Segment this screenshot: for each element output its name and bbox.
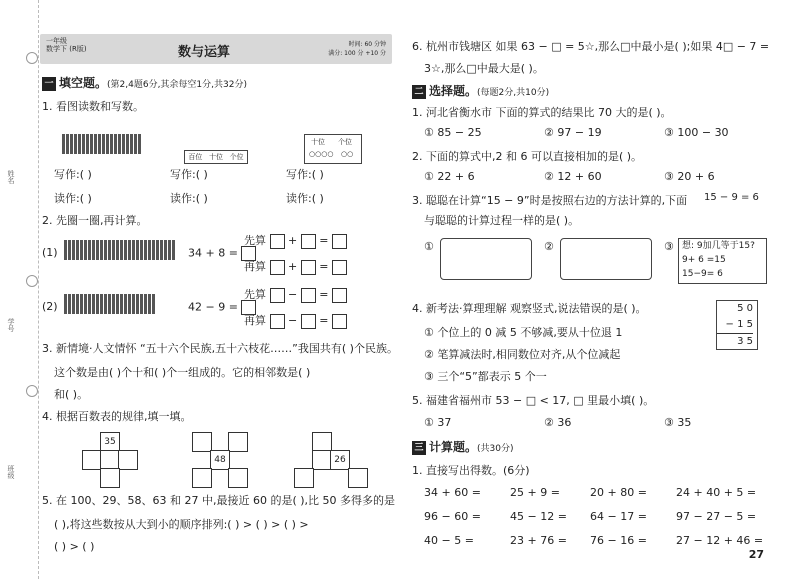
calc-item[interactable]: 24 + 40 + 5 = xyxy=(676,486,757,499)
choice-option[interactable]: ③ 20 + 6 xyxy=(664,170,715,183)
read-answer[interactable]: 读作:( ) xyxy=(170,192,208,205)
place-label: 十位 xyxy=(311,138,325,146)
stick-option-figure xyxy=(560,238,652,280)
question-4: 4. 根据百数表的规律,填一填。 xyxy=(42,410,192,423)
calc-item[interactable]: 20 + 80 = xyxy=(590,486,647,499)
choice-option[interactable]: ③ xyxy=(664,240,674,253)
abacus-label: 百位 xyxy=(188,153,203,161)
step-label: 先算 xyxy=(244,288,266,301)
choice-option[interactable]: ① 37 xyxy=(424,416,452,429)
choice-4: 4. 新考法·算理理解 观察竖式,说法错误的是( )。 xyxy=(412,302,647,315)
page-title: 数与运算 xyxy=(178,45,231,60)
answer-box[interactable] xyxy=(301,234,316,249)
think-box xyxy=(678,238,767,284)
grade-label: 一年级 xyxy=(46,37,67,45)
class-label: 班级 xyxy=(7,465,15,479)
section-fill-blank xyxy=(42,74,247,91)
answer-box[interactable] xyxy=(301,314,316,329)
worksheet-header xyxy=(40,34,392,64)
vertical-row: 3 5 xyxy=(737,336,753,347)
step-then: 再算 − = xyxy=(244,312,347,329)
choice-option[interactable]: ① 个位上的 0 减 5 不够减,要从十位退 1 xyxy=(424,326,623,339)
chart-cell: 35 xyxy=(100,432,120,452)
choice-3-line-2: 与聪聪的计算过程一样的是( )。 xyxy=(424,214,580,227)
vertical-row: − 1 5 xyxy=(717,317,753,334)
write-answer[interactable]: 写作:( ) xyxy=(170,168,208,181)
choice-option[interactable]: ① 22 + 6 xyxy=(424,170,475,183)
stick-bundle-figure xyxy=(64,294,156,314)
section-choice xyxy=(412,82,549,99)
question-2: 2. 先圈一圈,再计算。 xyxy=(42,214,148,227)
calc-item[interactable]: 23 + 76 = xyxy=(510,534,567,547)
binding-margin xyxy=(0,0,39,579)
question-5-line-2: ( ),将这些数按从大到小的顺序排列:( ) > ( ) > ( ) > xyxy=(54,518,309,531)
answer-box[interactable] xyxy=(270,314,285,329)
section-badge: 三 xyxy=(412,441,426,455)
abacus-label: 十位 xyxy=(208,153,223,161)
expression-text: 34 + 8 = xyxy=(188,246,238,260)
read-answer[interactable]: 读作:( ) xyxy=(286,192,324,205)
place-label: 个位 xyxy=(338,138,352,146)
abacus-label: 个位 xyxy=(229,153,244,161)
section-badge: 一 xyxy=(42,77,56,91)
answer-box[interactable] xyxy=(332,314,347,329)
section-note: (共30分) xyxy=(477,444,514,454)
section-calculation xyxy=(412,438,514,455)
answer-box[interactable] xyxy=(301,260,316,275)
think-text: 想: 9加几等于15? xyxy=(682,241,755,251)
write-answer[interactable]: 写作:( ) xyxy=(286,168,324,181)
choice-option[interactable]: ② xyxy=(544,240,554,253)
choice-option[interactable]: ① 85 − 25 xyxy=(424,126,482,139)
name-label: 姓名 xyxy=(7,170,15,184)
question-1: 1. 看图读数和写数。 xyxy=(42,100,144,113)
answer-box[interactable] xyxy=(332,234,347,249)
step-label: 再算 xyxy=(244,260,266,273)
choice-option[interactable]: ③ 100 − 30 xyxy=(664,126,729,139)
punch-hole xyxy=(26,275,38,287)
section-title: 计算题。 xyxy=(429,440,478,454)
calc-item[interactable]: 34 + 60 = xyxy=(424,486,481,499)
write-answer[interactable]: 写作:( ) xyxy=(54,168,92,181)
answer-box[interactable] xyxy=(270,288,285,303)
question-5-line-3: ( ) > ( ) xyxy=(54,540,95,553)
calc-item[interactable]: 64 − 17 = xyxy=(590,510,647,523)
punch-hole xyxy=(26,385,38,397)
question-3-line-3: 和( )。 xyxy=(54,388,89,401)
section-title: 填空题。 xyxy=(59,76,108,90)
question-6-line-2: 3☆,那么□中最大是( )。 xyxy=(424,62,544,75)
choice-2: 2. 下面的算式中,2 和 6 可以直接相加的是( )。 xyxy=(412,150,643,163)
calc-item[interactable]: 45 − 12 = xyxy=(510,510,567,523)
question-6: 6. 杭州市钱塘区 如果 63 − □ = 5☆,那么□中最小是( );如果 4□ − 7 = xyxy=(412,40,770,53)
think-step: 9+ 6 =15 xyxy=(682,255,726,265)
page-number: 27 xyxy=(748,548,764,561)
step-label: 再算 xyxy=(244,314,266,327)
section-title: 选择题。 xyxy=(429,84,478,98)
choice-5: 5. 福建省福州市 53 − □ < 17, □ 里最小填( )。 xyxy=(412,394,655,407)
calc-question-1: 1. 直接写出得数。(6分) xyxy=(412,464,530,477)
calc-method: 15 − 9 = 6 xyxy=(704,192,759,203)
question-3-line-2: 这个数是由( )个十和( )个一组成的。它的相邻数是( ) xyxy=(54,366,311,379)
answer-box[interactable] xyxy=(270,234,285,249)
right-column xyxy=(410,34,790,574)
answer-box[interactable] xyxy=(332,288,347,303)
think-step: 15−9= 6 xyxy=(682,269,723,279)
choice-option[interactable]: ② 36 xyxy=(544,416,572,429)
step-first: 先算 + = xyxy=(244,232,347,249)
choice-option[interactable]: ② 12 + 60 xyxy=(544,170,602,183)
place-value-table: 十位 个位 ○○○○ ○○ xyxy=(304,134,362,164)
calc-item[interactable]: 96 − 60 = xyxy=(424,510,481,523)
calc-item[interactable]: 40 − 5 = xyxy=(424,534,474,547)
number-label: 学号 xyxy=(7,318,15,332)
answer-box[interactable] xyxy=(270,260,285,275)
choice-option[interactable]: ② 笔算减法时,相同数位对齐,从个位减起 xyxy=(424,348,621,361)
calc-item[interactable]: 27 − 12 + 46 = xyxy=(676,534,764,547)
vertical-subtraction xyxy=(716,300,758,350)
answer-box[interactable] xyxy=(301,288,316,303)
punch-hole xyxy=(26,52,38,64)
choice-1: 1. 河北省衡水市 下面的算式的结果比 70 大的是( )。 xyxy=(412,106,672,119)
time-label: 时间: 60 分钟 xyxy=(348,41,386,48)
step-then: 再算 + = xyxy=(244,258,347,275)
step-first: 先算 − = xyxy=(244,286,347,303)
edition-label: (R版) xyxy=(69,45,87,53)
calc-item[interactable]: 97 − 27 − 5 = xyxy=(676,510,757,523)
calc-item[interactable]: 25 + 9 = xyxy=(510,486,560,499)
abacus-figure xyxy=(184,150,248,164)
choice-3: 3. 聪聪在计算“15 − 9”时是按照右边的方法计算的,下面 xyxy=(412,194,688,207)
stick-bundle-figure xyxy=(64,240,176,260)
stick-option-figure xyxy=(440,238,532,280)
left-column xyxy=(40,34,396,574)
subject-label: 数学下 xyxy=(46,45,67,53)
choice-option[interactable]: ③ 三个“5”都表示 5 个一 xyxy=(424,370,547,383)
score-label: 满分: 100 分 +10 分 xyxy=(328,50,386,57)
choice-option[interactable]: ① xyxy=(424,240,434,253)
step-label: 先算 xyxy=(244,234,266,247)
section-note: (每题2分,共10分) xyxy=(477,88,550,98)
section-badge: 二 xyxy=(412,85,426,99)
q2-b-number: (2) xyxy=(42,300,58,313)
choice-option[interactable]: ③ 35 xyxy=(664,416,692,429)
section-note: (第2,4题6分,其余每空1分,共32分) xyxy=(107,80,247,90)
choice-option[interactable]: ② 97 − 19 xyxy=(544,126,602,139)
answer-box[interactable] xyxy=(332,260,347,275)
calc-item[interactable]: 76 − 16 = xyxy=(590,534,647,547)
question-3: 3. 新情境·人文情怀 “五十六个民族,五十六枝花……”我国共有( )个民族。 xyxy=(42,342,398,355)
chart-cell: 48 xyxy=(210,450,230,470)
q2-a-number: (1) xyxy=(42,246,58,259)
vertical-row: 5 0 xyxy=(737,303,753,314)
read-answer[interactable]: 读作:( ) xyxy=(54,192,92,205)
chart-cell: 26 xyxy=(330,450,350,470)
stick-bundle-figure xyxy=(62,134,142,154)
question-5: 5. 在 100、29、58、63 和 27 中,最接近 60 的是( ),比 50 多得多的是 xyxy=(42,494,396,507)
expression-text: 42 − 9 = xyxy=(188,300,238,314)
